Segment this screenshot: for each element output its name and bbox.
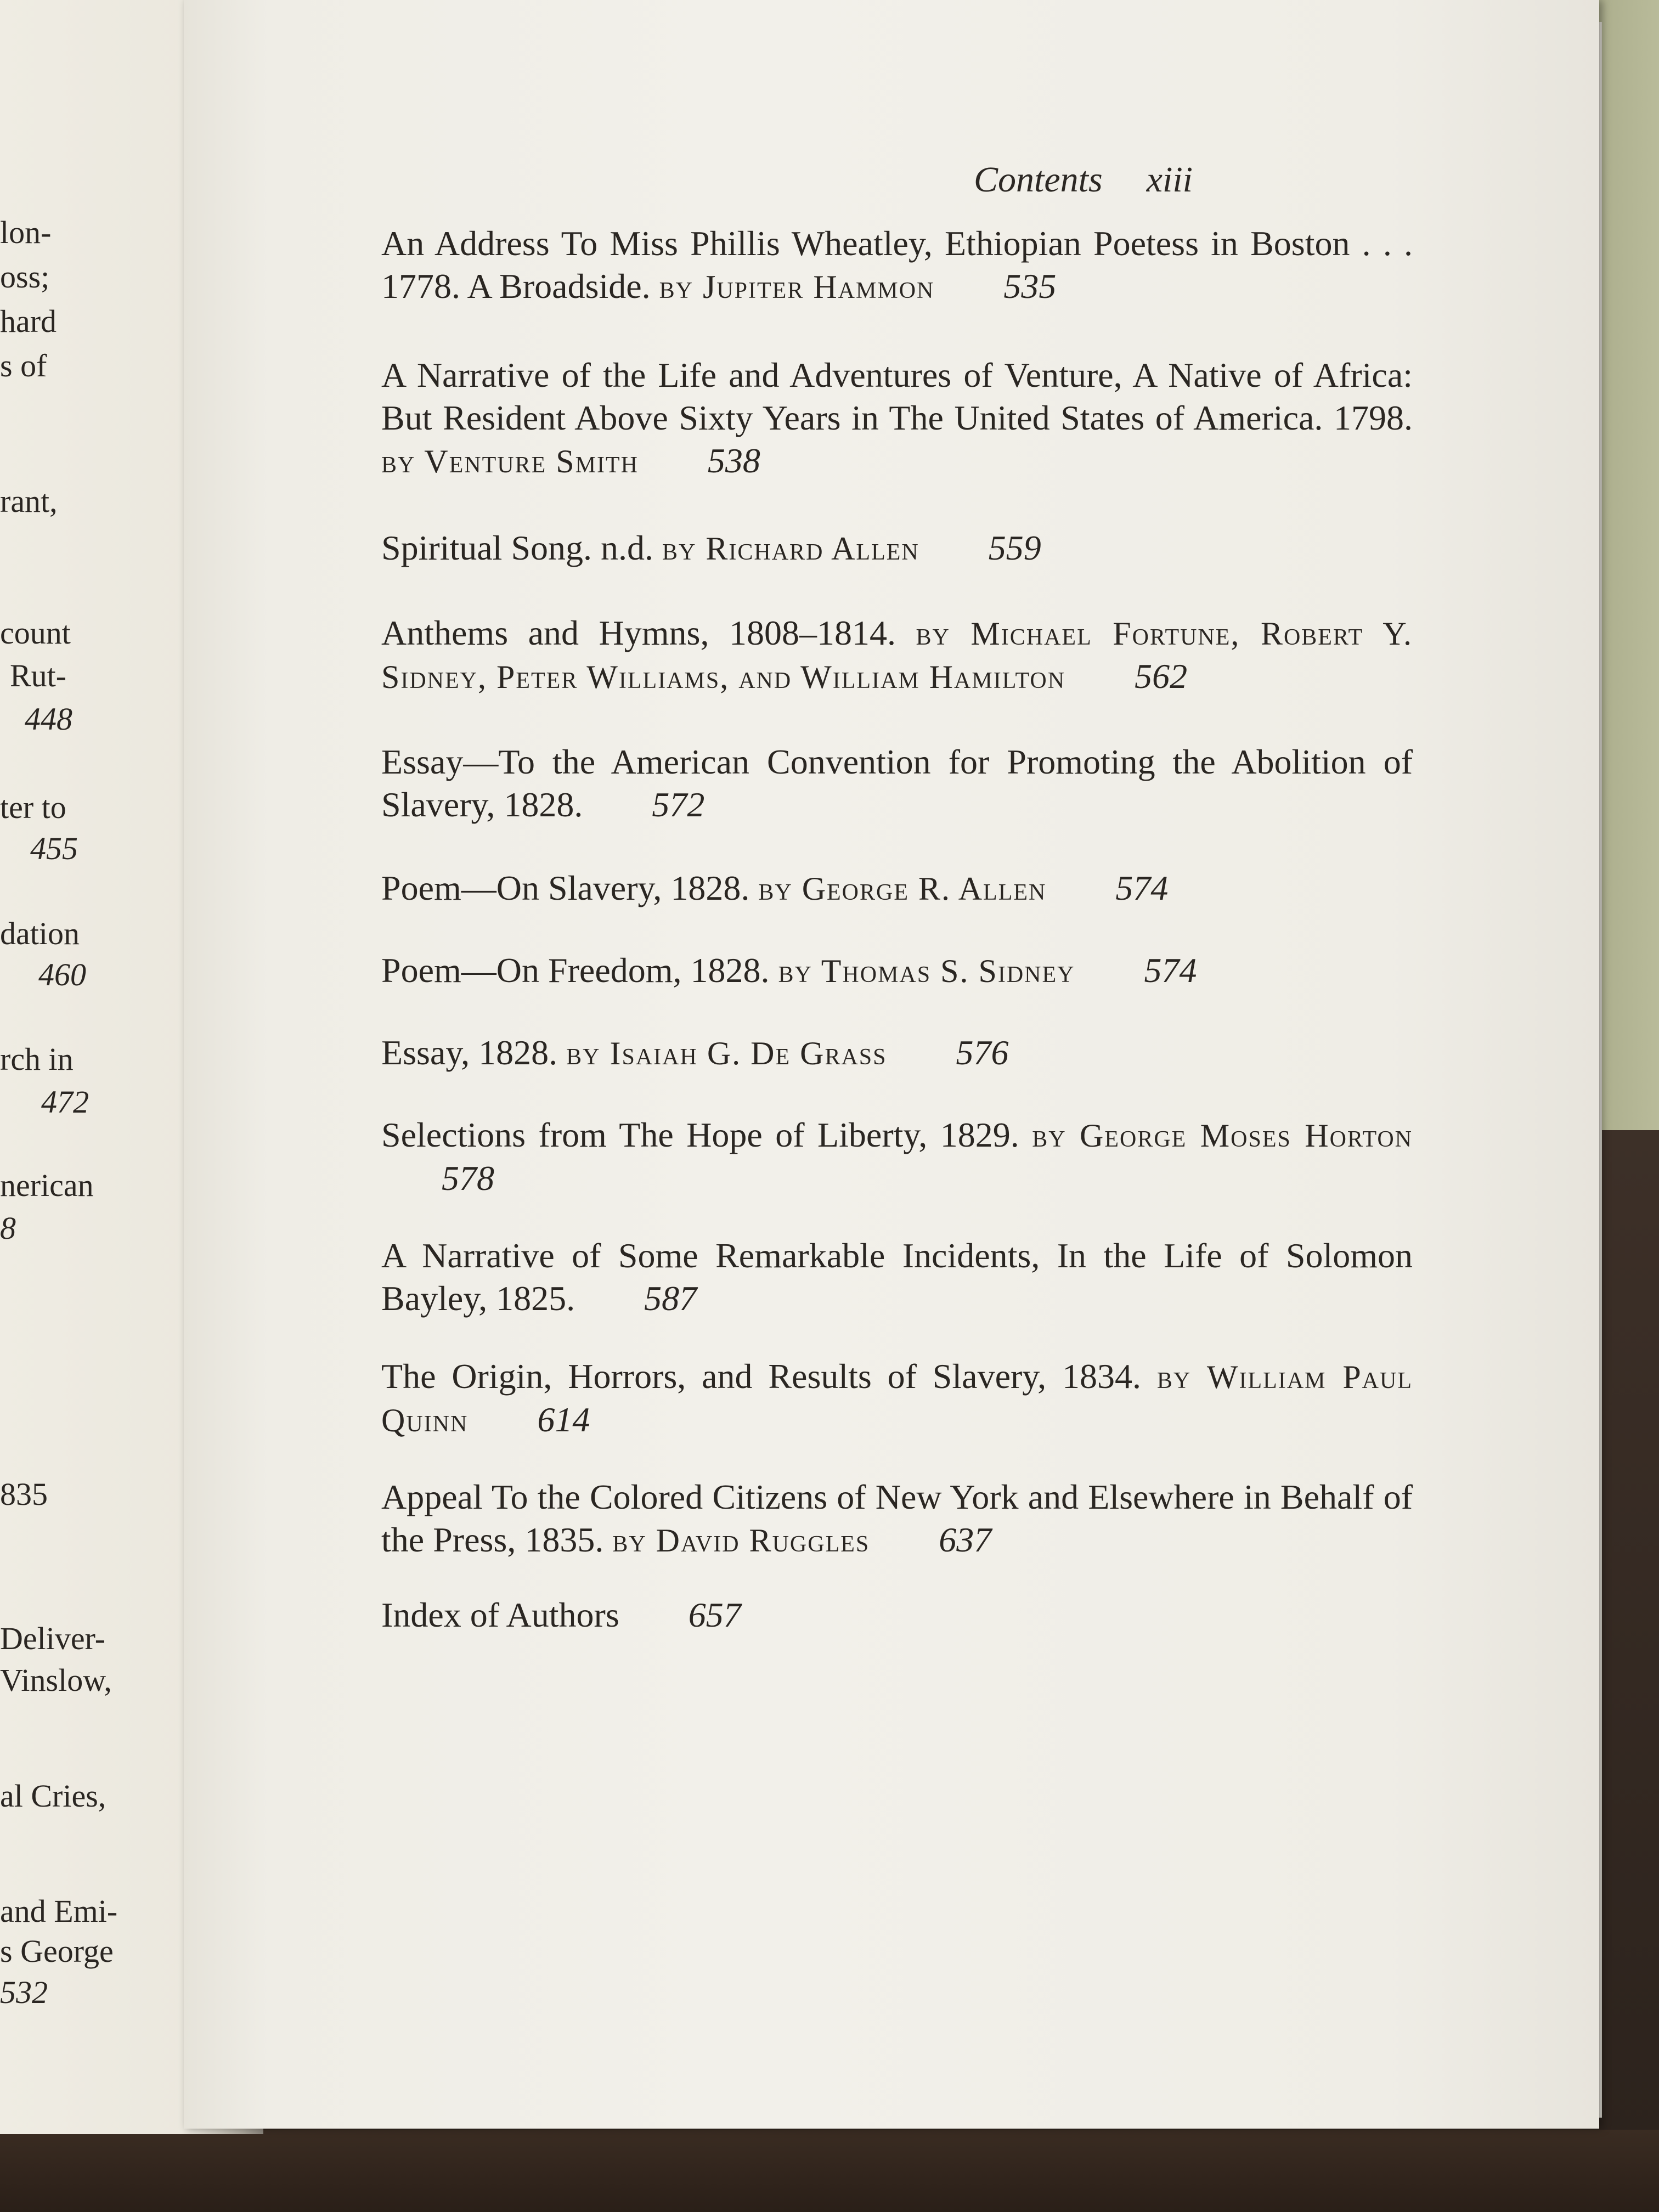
left-fragment: oss;	[0, 259, 50, 295]
toc-entry	[381, 1114, 1413, 1200]
toc-entry	[381, 1234, 1413, 1321]
entry-page-number: 574	[1115, 868, 1169, 907]
entry-author: by Richard Allen	[662, 531, 919, 567]
toc-entry	[381, 612, 1413, 698]
toc-entry	[381, 1476, 1413, 1562]
entry-author: by Jupiter Hammon	[659, 269, 935, 305]
entry-title: Selections from The Hope of Liberty, 1829.	[381, 1115, 1019, 1154]
entry-title: The Origin, Horrors, and Results of Slavery, 1834.	[381, 1357, 1141, 1396]
left-fragment: rant,	[0, 483, 58, 519]
entry-author: by David Ruggles	[612, 1522, 870, 1559]
entry-page-number: 578	[442, 1159, 494, 1198]
entry-page-number: 562	[1135, 657, 1188, 696]
entry-page-number: 614	[537, 1400, 590, 1439]
entry-title: Poem—On Freedom, 1828.	[381, 951, 770, 990]
entry-author: by Venture Smith	[381, 443, 639, 479]
left-fragment: hard	[0, 303, 57, 339]
toc-entry	[381, 222, 1413, 308]
entry-page-number: 587	[644, 1279, 697, 1318]
entry-page-number: 572	[652, 785, 705, 824]
toc-entry	[381, 1594, 1413, 1637]
entry-author: by George R. Allen	[758, 871, 1047, 907]
entry-author: by Thomas S. Sidney	[778, 953, 1075, 989]
left-fragment: nerican	[0, 1167, 94, 1203]
left-fragment: Rut-	[10, 658, 67, 693]
left-page-number: 472	[41, 1084, 89, 1120]
entry-page-number: 637	[939, 1520, 992, 1559]
left-page-number: 448	[25, 701, 72, 737]
entry-author: by Isaiah G. De Grass	[566, 1035, 887, 1071]
entry-page-number: 535	[1003, 267, 1057, 306]
toc-entry	[381, 354, 1413, 483]
contents-list	[184, 0, 1599, 2129]
left-fragment: Deliver-	[0, 1621, 106, 1656]
left-fragment: ter to	[0, 789, 66, 825]
left-page-number: 460	[38, 957, 86, 992]
entry-author: by William Paul Quinn	[381, 1359, 1413, 1438]
entry-author: by George Moses Horton	[1032, 1118, 1413, 1154]
toc-entry	[381, 1355, 1413, 1442]
left-fragment: al Cries,	[0, 1778, 106, 1814]
entry-title: Spiritual Song. n.d.	[381, 528, 654, 567]
toc-entry	[381, 949, 1413, 992]
left-fragment: lon-	[0, 215, 52, 250]
left-fragment: and Emi-	[0, 1893, 118, 1929]
entry-page-number: 538	[707, 441, 760, 480]
entry-author: by Michael Fortune, Robert Y. Sidney, Peter Williams, and William Hamilton	[381, 616, 1413, 695]
left-fragment: rch in	[0, 1041, 74, 1077]
left-page-text	[0, 0, 181, 2134]
entry-title: A Narrative of Some Remarkable Incidents, In the Life of Solomon Bayley, 1825.	[381, 1236, 1413, 1318]
toc-entry	[381, 741, 1413, 827]
left-fragment: dation	[0, 916, 80, 951]
toc-entry	[381, 867, 1413, 910]
page-folio: xiii	[1146, 160, 1193, 200]
right-page	[184, 0, 1599, 2129]
left-page-number: 8	[0, 1210, 16, 1246]
entry-page-number: 657	[688, 1595, 741, 1634]
entry-page-number: 574	[1144, 951, 1197, 990]
left-fragment: 835	[0, 1476, 48, 1512]
toc-entry	[381, 1031, 1413, 1075]
entry-page-number: 576	[956, 1033, 1009, 1072]
entry-title: An Address To Miss Phillis Wheatley, Ethiopian Poetess in Boston . . . 1778. A Broadside.	[381, 224, 1413, 306]
left-page-number: 455	[30, 831, 78, 866]
entry-title: Anthems and Hymns, 1808–1814.	[381, 613, 896, 652]
left-fragment: count	[0, 615, 71, 651]
desk-edge	[0, 2130, 1659, 2212]
entry-title: Essay—To the American Convention for Promoting the Abolition of Slavery, 1828.	[381, 742, 1413, 824]
entry-title: Index of Authors	[381, 1595, 619, 1634]
toc-entry	[381, 527, 1413, 570]
left-fragment: Vinslow,	[0, 1662, 112, 1698]
entry-title: A Narrative of the Life and Adventures of Venture, A Native of Africa: But Resident Above Sixty Years in The United States of America. 1798.	[381, 356, 1413, 437]
entry-title: Essay, 1828.	[381, 1033, 558, 1072]
running-head-title: Contents	[974, 160, 1103, 200]
left-page-number: 532	[0, 1974, 48, 2010]
entry-title: Poem—On Slavery, 1828.	[381, 868, 750, 907]
entry-page-number: 559	[988, 528, 1041, 567]
entry-title: Appeal To the Colored Citizens of New York and Elsewhere in Behalf of the Press, 1835.	[381, 1477, 1413, 1559]
left-fragment: s of	[0, 348, 47, 383]
left-fragment: s George	[0, 1933, 114, 1969]
